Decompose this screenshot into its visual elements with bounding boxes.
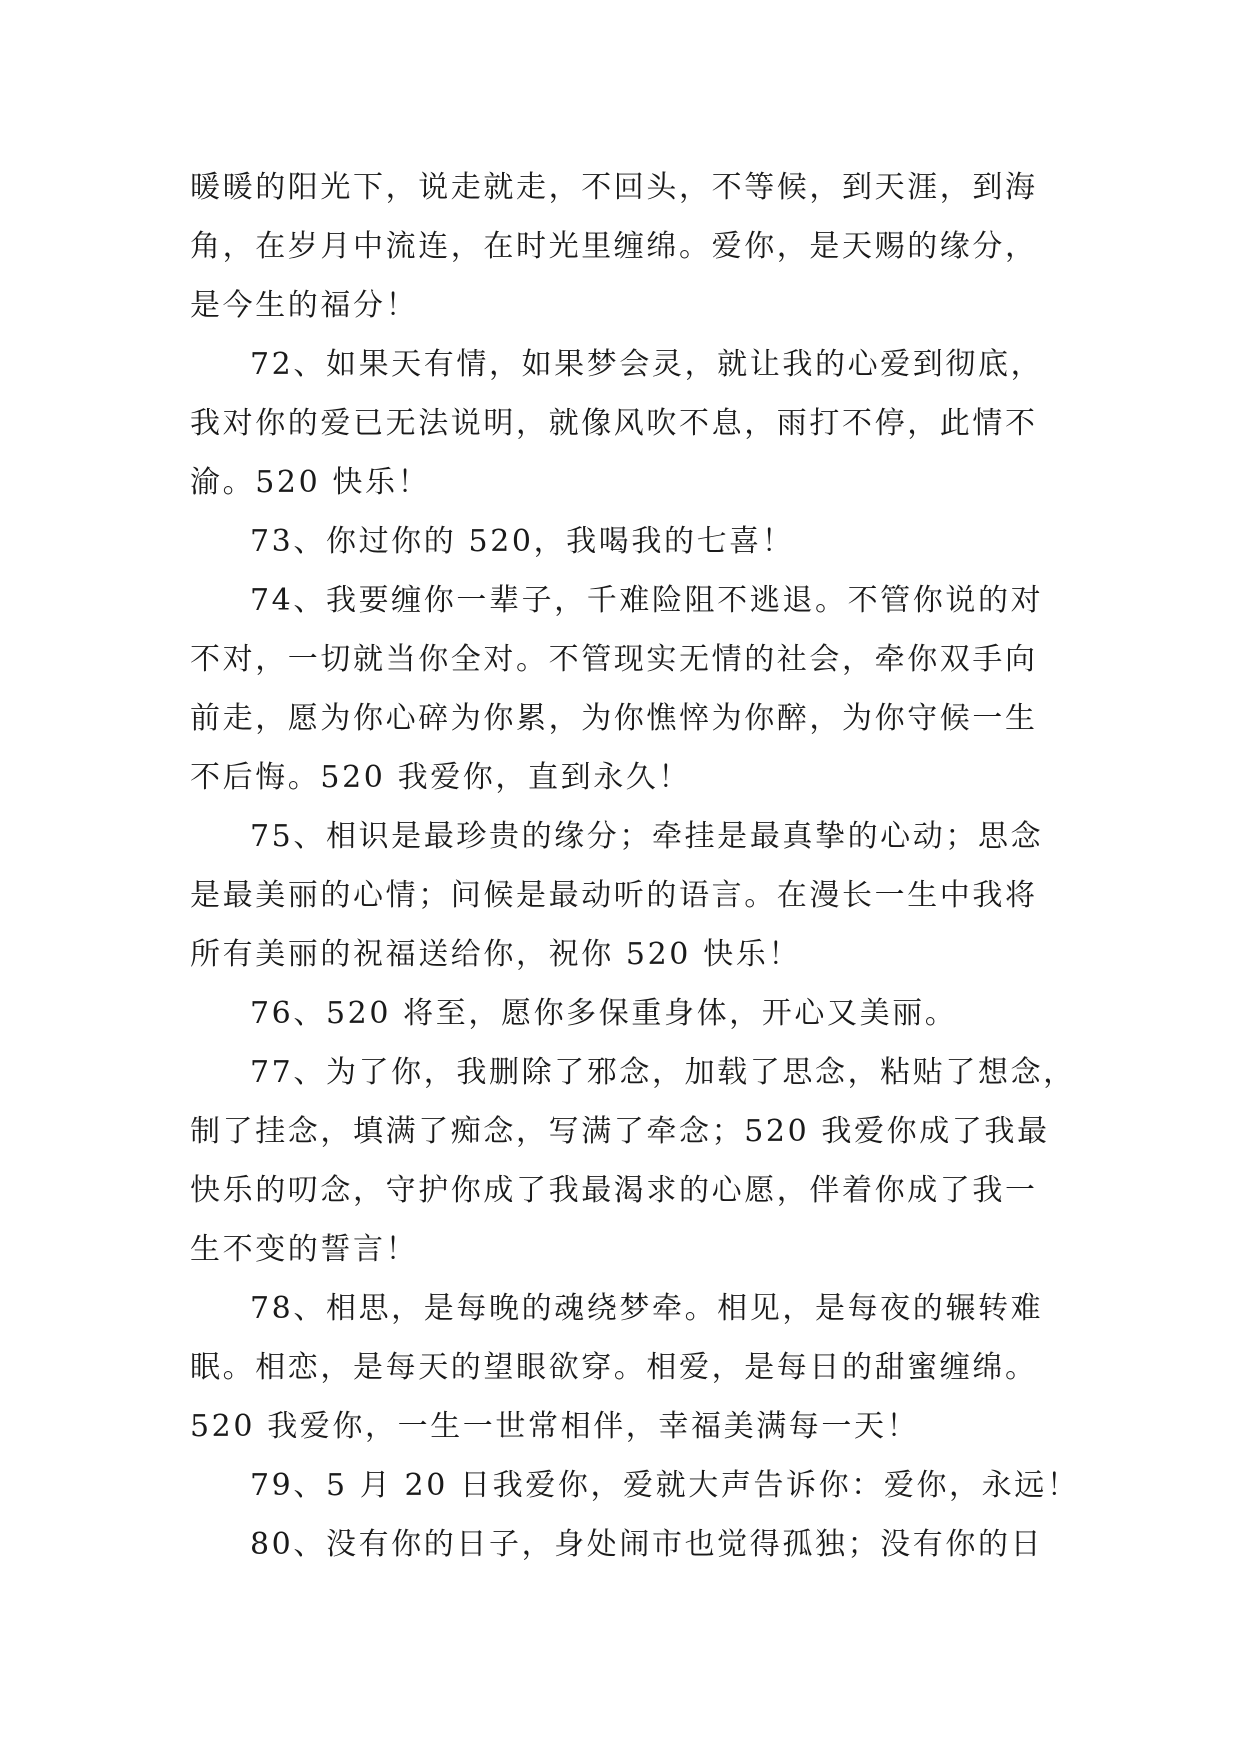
text-line: 快乐的叨念，守护你成了我最渴求的心愿，伴着你成了我一 — [190, 1173, 1038, 1208]
text-line: 是今生的福分！ — [190, 288, 419, 323]
text-line: 520 我爱你，一生一世常相伴，幸福美满每一天！ — [190, 1409, 920, 1444]
text-line: 前走，愿为你心碎为你累，为你憔悴为你醉，为你守候一生 — [190, 701, 1038, 736]
text-line: 眠。相恋，是每天的望眼欲穿。相爱，是每日的甜蜜缠绵。 — [190, 1350, 1038, 1385]
text-line: 渝。520 快乐！ — [190, 465, 431, 500]
text-line: 所有美丽的祝福送给你，祝你 520 快乐！ — [190, 937, 801, 972]
text-line: 制了挂念，填满了痴念，写满了牵念；520 我爱你成了我最 — [190, 1114, 1050, 1149]
text-line: 是最美丽的心情；问候是最动听的语言。在漫长一生中我将 — [190, 878, 1038, 913]
text-line: 暖暖的阳光下，说走就走，不回头，不等候，到天涯，到海 — [190, 170, 1038, 205]
text-line: 生不变的誓言！ — [190, 1232, 419, 1267]
text-line: 77、为了你，我删除了邪念，加载了思念，粘贴了想念， — [250, 1055, 1076, 1090]
text-line: 73、你过你的 520，我喝我的七喜！ — [250, 524, 795, 559]
text-line: 76、520 将至，愿你多保重身体，开心又美丽。 — [250, 996, 958, 1031]
text-line: 75、相识是最珍贵的缘分；牵挂是最真挚的心动；思念 — [250, 819, 1044, 854]
text-line: 不对，一切就当你全对。不管现实无情的社会，牵你双手向 — [190, 642, 1038, 677]
text-line: 不后悔。520 我爱你，直到永久！ — [190, 760, 691, 795]
text-line: 78、相思，是每晚的魂绕梦牵。相见，是每夜的辗转难 — [250, 1291, 1044, 1326]
text-line: 80、没有你的日子，身处闹市也觉得孤独；没有你的日 — [250, 1527, 1044, 1562]
text-line: 我对你的爱已无法说明，就像风吹不息，雨打不停，此情不 — [190, 406, 1038, 441]
text-line: 79、5 月 20 日我爱你，爱就大声告诉你：爱你，永远！ — [250, 1468, 1080, 1503]
text-line: 74、我要缠你一辈子，千难险阻不逃退。不管你说的对 — [250, 583, 1044, 618]
text-line: 72、如果天有情，如果梦会灵，就让我的心爱到彻底， — [250, 347, 1044, 382]
text-line: 角，在岁月中流连，在时光里缠绵。爱你，是天赐的缘分， — [190, 229, 1038, 264]
document-body — [190, 158, 1080, 1574]
